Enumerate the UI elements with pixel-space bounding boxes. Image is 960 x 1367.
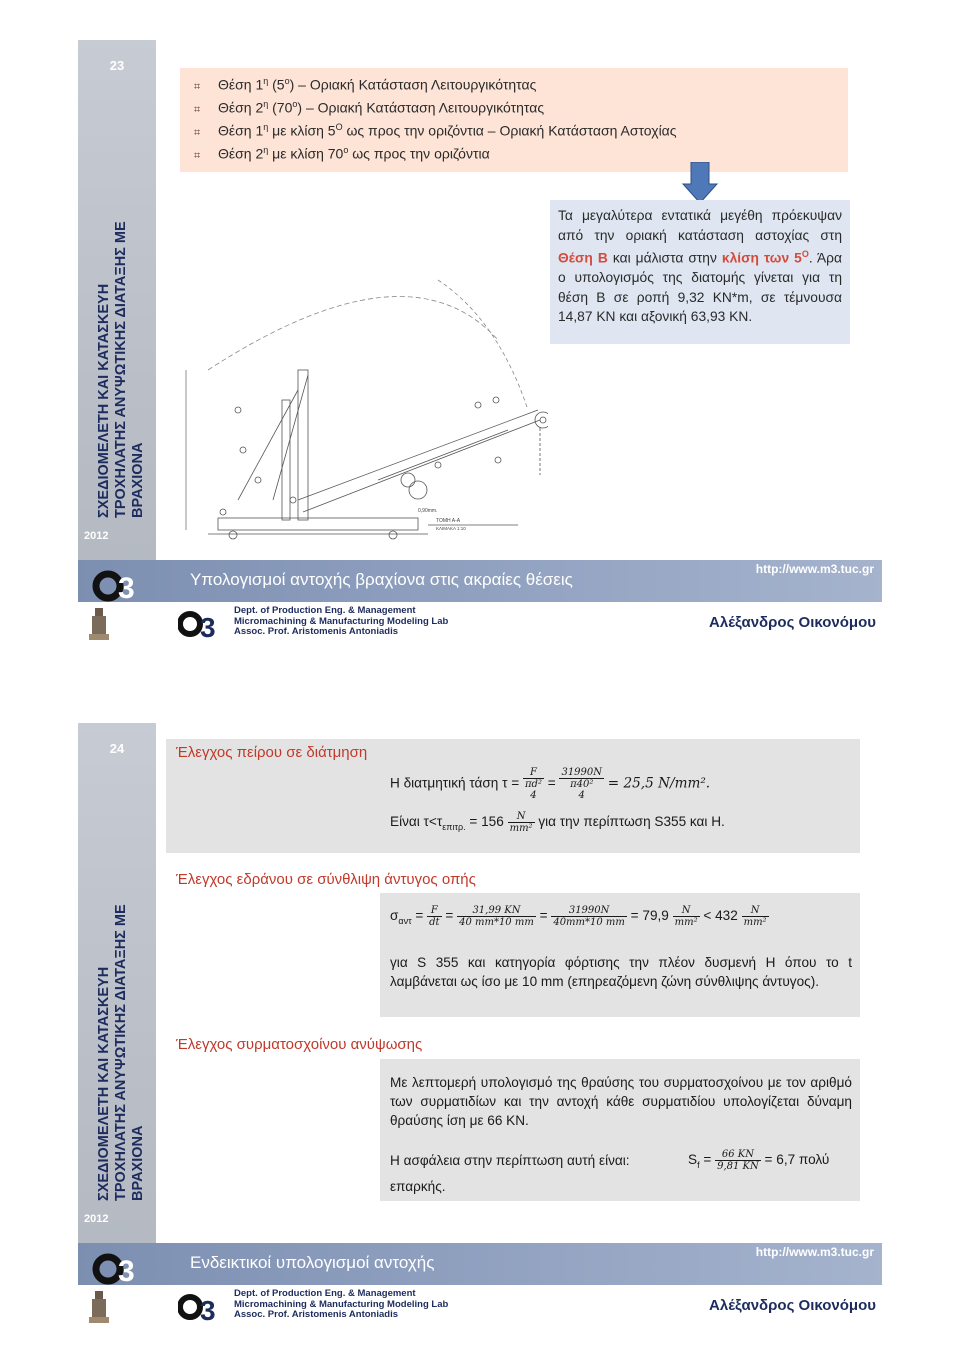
safety-adequate-text: επαρκής.	[390, 1179, 446, 1194]
bullet-hash-icon: ⌗	[194, 149, 201, 162]
slide-sidebar	[78, 723, 156, 1243]
positions-bullet-list	[180, 68, 848, 172]
bullet-item: ⌗ Θέση $1^\eta$ $(5^o)$ – Οριακή Κατάσταση Λειτουργικότητας	[194, 76, 537, 93]
footer-bar	[78, 560, 882, 602]
m3-small-logo-icon	[178, 606, 230, 640]
rope-heading: Έλεγχος συρματοσχοίνου ανύψωσης	[176, 1036, 423, 1053]
shear-inequality: Είναι $\tau<\tau_{\varepsilon\pi\iota\tau\rho.} = 156$ $\frac{N}{\text{mm²}}$ για την περίπτωση S355 και Η.	[390, 811, 725, 834]
lab-url-link[interactable]: http://www.m3.tuc.gr	[755, 562, 874, 576]
knight-statue-icon	[86, 606, 112, 642]
author-name: Αλέξανδρος Οικονόμου	[709, 614, 876, 631]
slide-title: Υπολογισμοί αντοχής βραχίονα στις ακραίες θέσεις	[190, 570, 573, 589]
svg-text:3: 3	[200, 1295, 216, 1323]
scale-label: ΚΛΙΜΑΚΑ 1:10	[436, 526, 466, 531]
slide-sidebar	[78, 40, 156, 560]
author-name: Αλέξανδρος Οικονόμου	[709, 1297, 876, 1314]
dimension-label: 0,90mm.	[418, 508, 438, 514]
safety-text: Η ασφάλεια στην περίπτωση αυτή είναι:	[390, 1153, 630, 1168]
safety-factor-formula: $S_f$ = $\frac{66 KN}{9,81 KN}$ = 6,7 πολύ	[688, 1149, 830, 1172]
footer-lower	[78, 602, 882, 644]
year-label: 2012	[84, 1213, 109, 1225]
slide-24	[78, 723, 882, 1327]
rope-text: Με λεπτομερή υπολογισμό της θραύσης του συρματοσχοίνου με τον αριθμό των συρματιδίων και την αντοχή κάθε συρματιδίου υπολογίζεται δύναμη θραύσης ίση με 66 KN.	[390, 1075, 852, 1128]
bullet-hash-icon: ⌗	[194, 80, 201, 93]
lab-department-text: Dept. of Production Eng. & Management Micromachining & Manufacturing Modeling Lab Assoc. Prof. Aristomenis Antoniadis	[234, 1288, 449, 1320]
bullet-item: ⌗ Θέση $2^\eta$ $(70^o)$ – Οριακή Κατάσταση Λειτουργικότητας	[194, 99, 545, 116]
year-label: 2012	[84, 530, 109, 542]
bearing-text: για S 355 και κατηγορία φόρτισης την πλέον δυσμενή Η όπου το t λαμβάνεται ως ίσο με 10 mm (επηρεαζόμενη ζώνη σύνθλιψης άντυγος).	[390, 955, 852, 989]
bearing-heading: Έλεγχος εδράνου σε σύνθλιψη άντυγος οπής	[176, 871, 476, 888]
bullet-hash-icon: ⌗	[194, 103, 201, 116]
footer-lower	[78, 1285, 882, 1327]
down-arrow-icon	[682, 162, 718, 204]
page-number: 23	[109, 58, 125, 73]
bullet-item: ⌗ Θέση $1^\eta$ με κλίση $5^O$ ως προς την οριζόντια – Οριακή Κατάσταση Αστοχίας	[194, 122, 677, 139]
bullet-hash-icon: ⌗	[194, 126, 201, 139]
slide-title: Ενδεικτικοί υπολογισμοί αντοχής	[190, 1253, 435, 1272]
footer-bar	[78, 1243, 882, 1285]
vertical-course-title: ΣΧΕΔΙΟΜΕΛΕΤΗ ΚΑΙ ΚΑΤΑΣΚΕΥΗ ΤΡΟΧΗΛΑΤΗΣ ΑΝΥΨΩΤΙΚΗΣ ΔΙΑΤΑΞΗΣ ΜΕ ΒΡΑΧΙΟΝΑ	[96, 221, 146, 518]
m3-logo-icon	[92, 564, 152, 602]
page-number: 24	[109, 741, 125, 756]
svg-text:3: 3	[118, 1255, 135, 1285]
lab-url-link[interactable]: http://www.m3.tuc.gr	[755, 1245, 874, 1259]
vertical-course-title: ΣΧΕΔΙΟΜΕΛΕΤΗ ΚΑΙ ΚΑΤΑΣΚΕΥΗ ΤΡΟΧΗΛΑΤΗΣ ΑΝΥΨΩΤΙΚΗΣ ΔΙΑΤΑΞΗΣ ΜΕ ΒΡΑΧΙΟΝΑ	[96, 904, 146, 1201]
bullet-item: ⌗ Θέση $2^\eta$ με κλίση $70^o$ ως προς την οριζόντια	[194, 145, 490, 162]
m3-small-logo-icon	[178, 1289, 230, 1323]
slide-23	[78, 40, 882, 644]
lab-department-text: Dept. of Production Eng. & Management Micromachining & Manufacturing Modeling Lab Assoc. Prof. Aristomenis Antoniadis	[234, 605, 449, 637]
m3-logo-icon	[92, 1247, 152, 1285]
bearing-formula: $\sigma_{\alpha\nu\tau}$ = $\frac{F}{dt}$ = $\frac{31,99 KN}{40 mm*10 mm}$ = $\frac{31990N}{40mm*10 mm}$ = 79,9 $\frac{N}{\text{mm²}}$ < 432 $\frac{N}{\text{mm²}}$	[390, 905, 767, 928]
section-label: TOMH A-A	[436, 518, 461, 524]
pin-shear-heading: Έλεγχος πείρου σε διάτμηση	[176, 744, 368, 761]
svg-text:3: 3	[118, 572, 135, 602]
shear-formula: Η διατμητική τάση τ = F πd² 4 = 31990N π40² 4 = 25,5 N/mm².	[390, 767, 711, 801]
result-callout: Τα μεγαλύτερα εντατικά μεγέθη πρόεκυψαν από την οριακή κατάσταση αστοχίας στη Θέση Β και μάλιστα στην κλίση των $5^O$. Άρα ο υπολογισμός της διατομής γίνεται για τη θέση Β σε ροπή 9,32 KN*m, σε τέμνουσα 14,87 KN και αξονική 63,93 KN.	[550, 200, 850, 344]
crane-technical-drawing	[178, 250, 548, 540]
svg-text:3: 3	[200, 612, 216, 640]
knight-statue-icon	[86, 1289, 112, 1325]
